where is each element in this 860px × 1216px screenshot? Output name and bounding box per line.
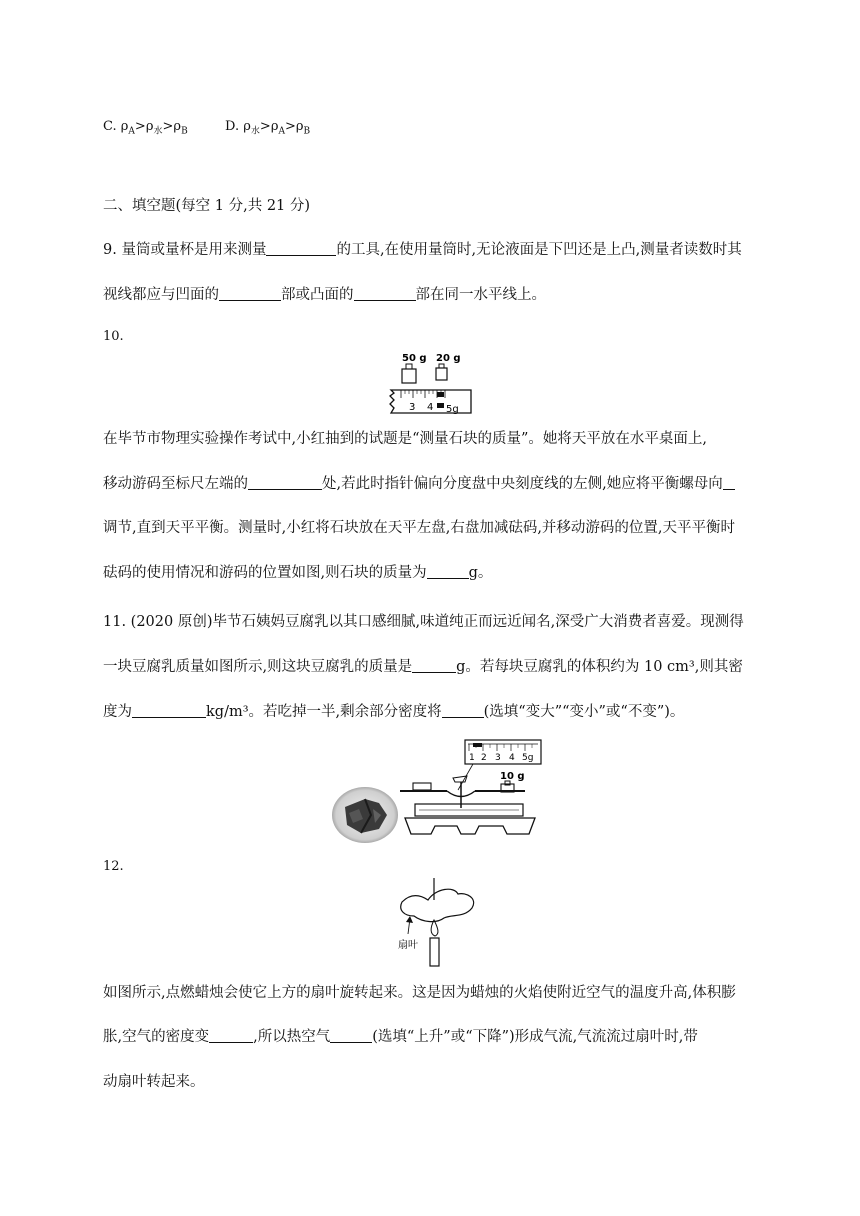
text: (选填“变大”“变小”或“不变”)。	[483, 704, 685, 720]
flame-icon	[431, 920, 438, 936]
q12-line-1: 如图所示,点燃蜡烛会使它上方的扇叶旋转起来。这是因为蜡烛的火焰使附近空气的温度升高,体积膨	[103, 985, 736, 1001]
greater-than: >	[284, 119, 296, 134]
text: 度为	[103, 704, 132, 720]
arrow-head	[406, 916, 413, 923]
weight-10g-label: 10 g	[500, 771, 525, 782]
rider-marker	[473, 743, 482, 747]
q11-line-3	[103, 702, 684, 722]
q11-balance-scale-figure	[395, 738, 545, 846]
answer-blank[interactable]	[723, 475, 735, 490]
fan-blade-label: 扇叶	[398, 940, 418, 951]
q9-line-1	[103, 240, 742, 260]
q12-line-2	[103, 1027, 698, 1047]
q12-number: 12.	[103, 859, 124, 874]
rider-marker-top	[437, 392, 444, 397]
option-c	[103, 117, 188, 142]
greater-than: >	[162, 119, 174, 134]
subscript-water: 水	[250, 126, 260, 137]
rho-symbol: ρ	[295, 119, 304, 134]
text: 砝码的使用情况和游码的位置如图,则石块的质量为	[103, 565, 427, 581]
subscript-b: B	[181, 126, 188, 137]
q10-line-2	[103, 474, 735, 494]
tick-label-2: 2	[481, 753, 487, 763]
text: g。	[468, 565, 493, 581]
text: (选填“上升”或“下降”)形成气流,气流流过扇叶时,带	[372, 1029, 698, 1045]
greater-than: >	[259, 119, 271, 134]
q12-candle-fan-figure	[392, 878, 487, 970]
text: 视线都应与凹面的	[103, 287, 219, 303]
candle-icon	[430, 938, 439, 966]
rho-symbol: ρ	[173, 119, 182, 134]
answer-blank[interactable]	[209, 1028, 253, 1043]
tick-label-4: 4	[509, 753, 515, 763]
tick-label-1: 1	[469, 753, 475, 763]
rho-symbol: ρ	[270, 119, 279, 134]
answer-blank[interactable]	[427, 564, 469, 579]
answer-blank[interactable]	[330, 1028, 372, 1043]
text: 部在同一水平线上。	[415, 287, 546, 303]
option-d	[225, 117, 310, 142]
rider-marker-bottom	[437, 403, 444, 408]
answer-blank[interactable]	[219, 286, 281, 301]
answer-blank[interactable]	[354, 286, 416, 301]
tick-label-5g: 5g	[446, 404, 459, 415]
answer-blank[interactable]	[442, 703, 484, 718]
text: ,所以热空气	[253, 1029, 331, 1045]
weight-50g-icon	[402, 364, 416, 383]
text: 胀,空气的密度变	[103, 1029, 210, 1045]
section-heading: 二、填空题(每空 1 分,共 21 分)	[103, 198, 311, 214]
q10-balance-scale-figure	[385, 350, 475, 418]
q9-line-2	[103, 285, 546, 305]
subscript-b: B	[303, 126, 311, 137]
weight-20g-label: 20 g	[436, 353, 461, 364]
text: 的工具,在使用量筒时,无论液面是下凹还是上凸,测量者读数时其	[336, 242, 742, 258]
tick-label-4: 4	[427, 402, 434, 413]
tofu-photo	[331, 785, 399, 845]
text: 移动游码至标尺左端的	[103, 476, 248, 492]
text: 处,若此时指针偏向分度盘中央刻度线的左侧,她应将平衡螺母向	[322, 476, 723, 492]
q12-line-3: 动扇叶转起来。	[103, 1074, 205, 1090]
q10-number: 10.	[103, 329, 124, 344]
rho-symbol: ρ	[120, 119, 129, 134]
subscript-a: A	[128, 126, 135, 137]
answer-blank[interactable]	[132, 703, 206, 718]
option-c-label: C.	[103, 119, 117, 134]
tick-label-3: 3	[409, 402, 416, 413]
subscript-water: 水	[153, 126, 163, 137]
greater-than: >	[134, 119, 146, 134]
weight-20g-icon	[436, 364, 447, 380]
rho-symbol: ρ	[145, 119, 154, 134]
tick-label-3: 3	[495, 753, 501, 763]
rho-symbol: ρ	[243, 119, 251, 134]
answer-blank[interactable]	[248, 475, 322, 490]
option-d-label: D.	[225, 119, 240, 134]
text: kg/m³。若吃掉一半,剩余部分密度将	[206, 704, 442, 720]
answer-blank[interactable]	[266, 241, 336, 256]
text: g。若每块豆腐乳的体积约为 10 cm³,则其密	[456, 659, 743, 675]
subscript-a: A	[278, 126, 285, 137]
text: 9. 量筒或量杯是用来测量	[103, 242, 267, 258]
q10-line-4	[103, 563, 492, 583]
weight-50g-label: 50 g	[402, 353, 427, 364]
q10-line-1: 在毕节市物理实验操作考试中,小红抽到的试题是“测量石块的质量”。她将天平放在水平桌面上,	[103, 431, 708, 447]
tick-label-5g: 5g	[522, 753, 534, 763]
answer-blank[interactable]	[412, 658, 456, 673]
text: 一块豆腐乳质量如图所示,则这块豆腐乳的质量是	[103, 659, 413, 675]
text: 部或凸面的	[281, 287, 354, 303]
q11-line-2	[103, 657, 743, 677]
fan-blade-icon	[401, 889, 474, 921]
q11-line-1: 11. (2020 原创)毕节石姨妈豆腐乳以其口感细腻,味道纯正而远近闻名,深受广大消费者喜爱。现测得	[103, 614, 744, 630]
q10-line-3: 调节,直到天平平衡。测量时,小红将石块放在天平左盘,右盘加减砝码,并移动游码的位置,天平平衡时	[103, 520, 736, 536]
